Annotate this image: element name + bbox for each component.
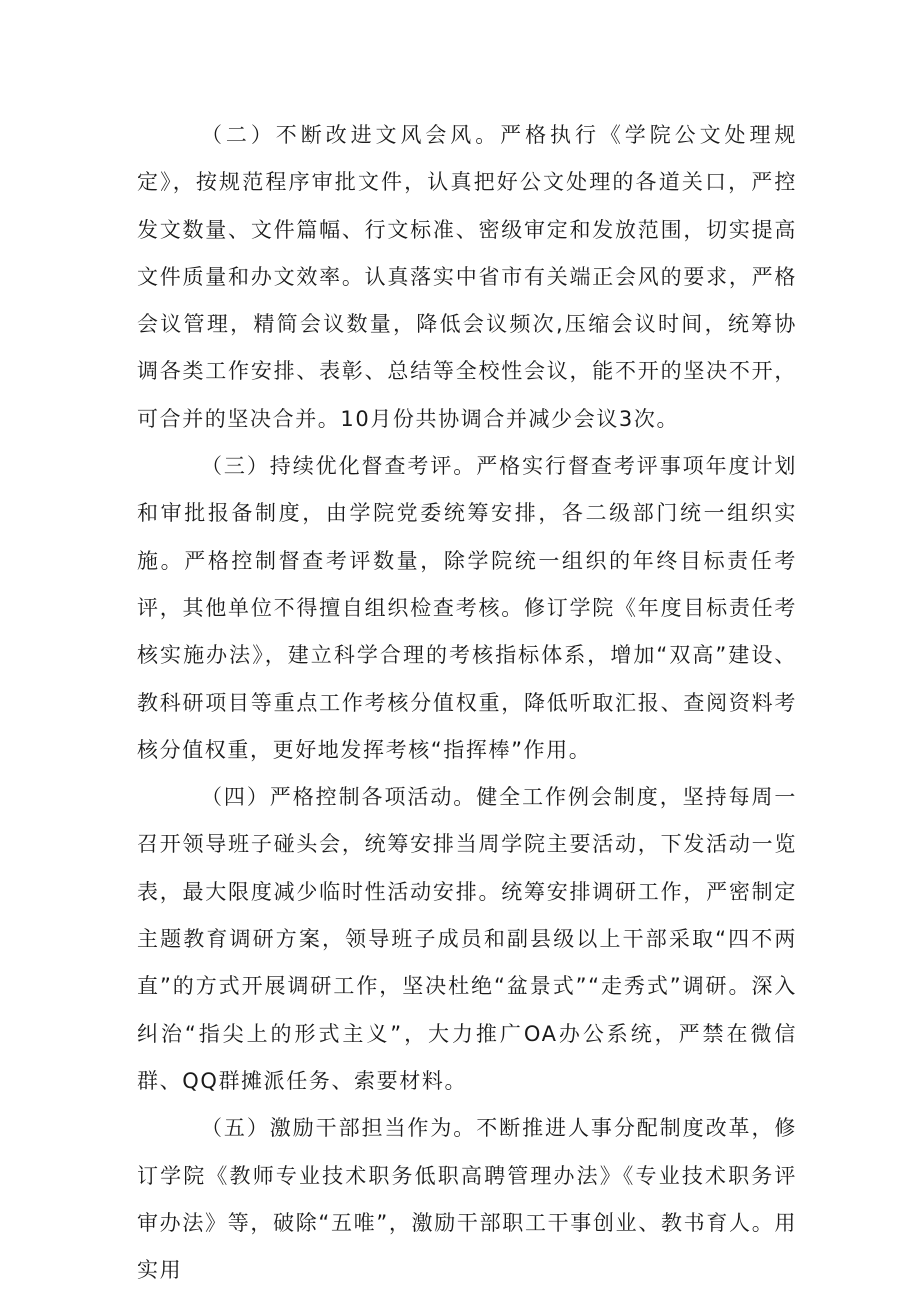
paragraph-cadre-incentive: （五）激励干部担当作为。不断推进人事分配制度改革，修订学院《教师专业技术职务低职高聘管理办法》《专业技术职务评审办法》等，破除“五唯”，激励干部职工干事创业、教书育人。用实用 xyxy=(137,1116,797,1283)
paragraph-supervision-evaluation: （三）持续优化督查考评。严格实行督查考评事项年度计划和审批报备制度，由学院党委统筹安排，各二级部门统一组织实施。严格控制督查考评数量，除学院统一组织的年终目标责任考评，其他单位不得擅自组织检查考核。修订学院《年度目标责任考核实施办法》，建立科学合理的考核指标体系，增加“双高”建设、教科研项目等重点工作考核分值权重，降低听取汇报、查阅资料考核分值权重，更好地发挥考核“指挥棒”作用。 xyxy=(137,454,797,762)
document-body xyxy=(137,112,797,1294)
paragraph-meeting-style: （二）不断改进文风会风。严格执行《学院公文处理规定》，按规范程序审批文件，认真把好公文处理的各道关口，严控发文数量、文件篇幅、行文标准、密级审定和发放范围，切实提高文件质量和办文效率。认真落实中省市有关端正会风的要求，严格会议管理，精简会议数量，降低会议频次,压缩会议时间，统筹协调各类工作安排、表彰、总结等全校性会议，能不开的坚决不开，可合并的坚决合并。10月份共协调合并减少会议3次。 xyxy=(137,123,797,431)
paragraph-activity-control: （四）严格控制各项活动。健全工作例会制度，坚持每周一召开领导班子碰头会，统筹安排当周学院主要活动，下发活动一览表，最大限度减少临时性活动安排。统筹安排调研工作，严密制定主题教育调研方案，领导班子成员和副县级以上干部采取“四不两直”的方式开展调研工作，坚决杜绝“盆景式”“走秀式”调研。深入纠治“指尖上的形式主义”，大力推广OA办公系统，严禁在微信群、QQ群摊派任务、索要材料。 xyxy=(137,785,797,1093)
